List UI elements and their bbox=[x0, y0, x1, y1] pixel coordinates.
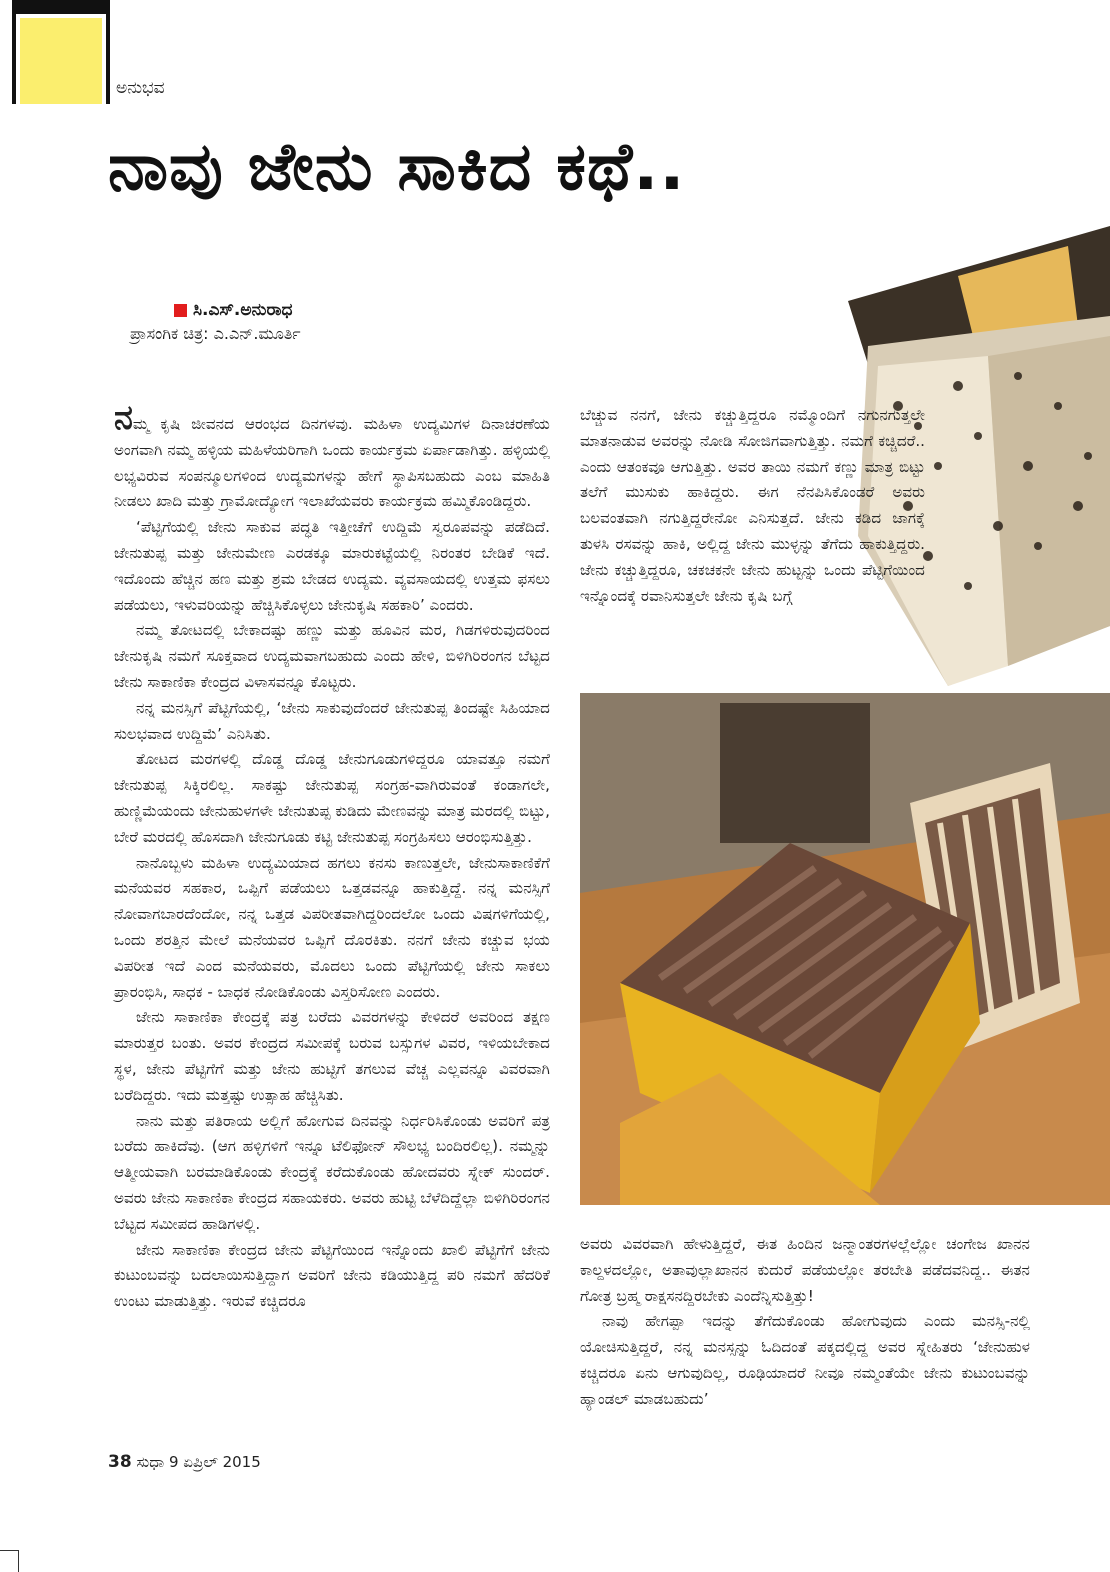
bullet-square-icon bbox=[174, 304, 187, 317]
article-column-right-bottom bbox=[580, 1232, 1030, 1413]
paragraph: ನಮ್ಮ ಕೃಷಿ ಜೀವನದ ಆರಂಭದ ದಿನಗಳವು. ಮಹಿಳಾ ಉದ್ಯಮಿಗಳ ದಿನಾಚರಣೆಯ ಅಂಗವಾಗಿ ನಮ್ಮ ಹಳ್ಳಿಯ ಮಹಿಳೆಯರಿಗಾಗಿ ಒಂದು ಕಾರ್ಯಕ್ರಮ ಏರ್ಪಾಡಾಗಿತ್ತು. ಹಳ್ಳಿಯಲ್ಲಿ ಲಭ್ಯವಿರುವ ಸಂಪನ್ಮೂಲಗಳಿಂದ ಉದ್ಯಮಗಳನ್ನು ಹೇಗೆ ಸ್ಥಾಪಿಸಬಹುದು ಎಂಬ ಮಾಹಿತಿ ನೀಡಲು ಖಾದಿ ಮತ್ತು ಗ್ರಾಮೋದ್ಯೋಗ ಇಲಾಖೆಯವರು ಕಾರ್ಯಕ್ರಮ ಹಮ್ಮಿಕೊಂಡಿದ್ದರು. bbox=[114, 398, 550, 511]
issue-date: 9 ಏಪ್ರಿಲ್ 2015 bbox=[168, 1453, 261, 1471]
corner-mark bbox=[0, 1550, 19, 1572]
paragraph: ಅವರು ವಿವರವಾಗಿ ಹೇಳುತ್ತಿದ್ದರೆ, ಈತ ಹಿಂದಿನ ಜನ್ಮಾಂತರಗಳಲ್ಲೆಲ್ಲೋ ಚಂಗೇಜ ಖಾನನ ಕಾಲ್ದಳದಲ್ಲೋ, ಅತಾವುಲ್ಲಾಖಾನನ ಕುದುರೆ ಪಡೆಯಲ್ಲೋ ತರಬೇತಿ ಪಡೆದವನಿದ್ದ.. ಈತನ ಗೋತ್ರ ಬ್ರಹ್ಮ ರಾಕ್ಷಸನದ್ದಿರಬೇಕು ಎಂದೆನ್ನಿಸುತ್ತಿತ್ತು! bbox=[580, 1235, 1030, 1305]
author-name: ಸಿ.ಎಸ್.ಅನುರಾಧ bbox=[193, 300, 293, 320]
author-line bbox=[174, 300, 301, 320]
photo-credit: ಪ್ರಾಸಂಗಿಕ ಚಿತ್ರ: ಎ.ಎನ್.ಮೂರ್ತಿ bbox=[130, 324, 301, 343]
wooden-hive-boxes-photo bbox=[580, 693, 1110, 1205]
paragraph: ತೋಟದ ಮರಗಳಲ್ಲಿ ದೊಡ್ಡ ದೊಡ್ಡ ಜೇನುಗೂಡುಗಳಿದ್ದರೂ ಯಾವತ್ತೂ ನಮಗೆ ಜೇನುತುಪ್ಪ ಸಿಕ್ಕಿರಲಿಲ್ಲ. ಸಾಕಷ್ಟು ಜೇನುತುಪ್ಪ ಸಂಗ್ರಹ-ವಾಗಿರುವಂತೆ ಕಂಡಾಗಲೇ, ಹುಣ್ಣಿಮೆಯಂದು ಜೇನುಹುಳಗಳೇ ಜೇನುತುಪ್ಪ ಕುಡಿದು ಮೇಣವನ್ನು ಮಾತ್ರ ಮರದಲ್ಲಿ ಬಿಟ್ಟು, ಬೇರೆ ಮರದಲ್ಲಿ ಹೊಸದಾಗಿ ಜೇನುಗೂಡು ಕಟ್ಟಿ ಜೇನುತುಪ್ಪ ಸಂಗ್ರಹಿಸಲು ಆರಂಭಿಸುತ್ತಿತ್ತು. bbox=[114, 750, 550, 846]
dropcap: ನ bbox=[114, 398, 133, 438]
paragraph: ನಾನು ಮತ್ತು ಪತಿರಾಯ ಅಲ್ಲಿಗೆ ಹೋಗುವ ದಿನವನ್ನು ನಿರ್ಧರಿಸಿಕೊಂಡು ಅವರಿಗೆ ಪತ್ರ ಬರೆದು ಹಾಕಿದೆವು. (ಆಗ ಹಳ್ಳಿಗಳಿಗೆ ಇನ್ನೂ ಟೆಲಿಫೋನ್ ಸೌಲಭ್ಯ ಬಂದಿರಲಿಲ್ಲ). ನಮ್ಮನ್ನು ಆತ್ಮೀಯವಾಗಿ ಬರಮಾಡಿಕೊಂಡು ಕೇಂದ್ರಕ್ಕೆ ಕರೆದುಕೊಂಡು ಹೋದವರು ಸ್ನೇಕ್ ಸುಂದರ್. ಅವರು ಜೇನು ಸಾಕಾಣಿಕಾ ಕೇಂದ್ರದ ಸಹಾಯಕರು. ಅವರು ಹುಟ್ಟಿ ಬೆಳೆದಿದ್ದೆಲ್ಲಾ ಬಿಳಿಗಿರಿರಂಗನ ಬೆಟ್ಟದ ಸಮೀಪದ ಹಾಡಿಗಳಲ್ಲಿ. bbox=[114, 1111, 550, 1233]
section-label: ಅನುಭವ bbox=[116, 78, 165, 98]
headline: ನಾವು ಜೇನು ಸಾಕಿದ ಕಥೆ.. bbox=[108, 128, 686, 205]
paragraph: ನಾನೊಬ್ಬಳು ಮಹಿಳಾ ಉದ್ಯಮಿಯಾದ ಹಗಲು ಕನಸು ಕಾಣುತ್ತಲೇ, ಜೇನುಸಾಕಾಣಿಕೆಗೆ ಮನೆಯವರ ಸಹಕಾರ, ಒಪ್ಪಿಗೆ ಪಡೆಯಲು ಒತ್ತಡವನ್ನೂ ಹಾಕುತ್ತಿದ್ದೆ. ನನ್ನ ಮನಸ್ಸಿಗೆ ನೋವಾಗಬಾರದೆಂದೋ, ನನ್ನ ಒತ್ತಡ ವಿಪರೀತವಾಗಿದ್ದರಿಂದಲೋ ಒಂದು ವಿಷಗಳಿಗೆಯಲ್ಲಿ, ಒಂದು ಶರತ್ತಿನ ಮೇಲೆ ಮನೆಯವರ ಒಪ್ಪಿಗೆ ದೊರಕಿತು. ನನಗೆ ಜೇನು ಕಚ್ಚುವ ಭಯ ವಿಪರೀತ ಇದೆ ಎಂದ ಮನೆಯವರು, ಮೊದಲು ಒಂದು ಪೆಟ್ಟಿಗೆಯಲ್ಲಿ ಜೇನು ಸಾಕಲು ಪ್ರಾರಂಭಿಸಿ, ಸಾಧಕ - ಬಾಧಕ ನೋಡಿಕೊಂಡು ವಿಸ್ತರಿಸೋಣ ಎಂದರು. bbox=[114, 853, 550, 1001]
paragraph: ಜೇನು ಸಾಕಾಣಿಕಾ ಕೇಂದ್ರಕ್ಕೆ ಪತ್ರ ಬರೆದು ವಿವರಗಳನ್ನು ಕೇಳಿದರೆ ಅವರಿಂದ ತಕ್ಷಣ ಮಾರುತ್ತರ ಬಂತು. ಅವರ ಕೇಂದ್ರದ ಸಮೀಪಕ್ಕೆ ಬರುವ ಬಸ್ಸುಗಳ ವಿವರ, ಇಳಿಯಬೇಕಾದ ಸ್ಥಳ, ಜೇನು ಪೆಟ್ಟಿಗೆಗೆ ಮತ್ತು ಜೇನು ಹುಟ್ಟಿಗೆ ತಗಲುವ ವೆಚ್ಚ ಎಲ್ಲವನ್ನೂ ವಿವರವಾಗಿ ಬರೆದಿದ್ದರು. ಇದು ಮತ್ತಷ್ಟು ಉತ್ಸಾಹ ಹೆಚ್ಚಿಸಿತು. bbox=[114, 1008, 550, 1104]
page-footer bbox=[108, 1452, 261, 1472]
corner-frame bbox=[12, 0, 110, 104]
page-number: 38 bbox=[108, 1452, 132, 1472]
corner-yellow-block bbox=[20, 18, 102, 104]
paragraph: ನಮ್ಮ ತೋಟದಲ್ಲಿ ಬೇಕಾದಷ್ಟು ಹಣ್ಣು ಮತ್ತು ಹೂವಿನ ಮರ, ಗಿಡಗಳಿರುವುದರಿಂದ ಜೇನುಕೃಷಿ ನಮಗೆ ಸೂಕ್ತವಾದ ಉದ್ಯಮವಾಗಬಹುದು ಎಂದು ಹೇಳಿ, ಬಿಳಿಗಿರಿರಂಗನ ಬೆಟ್ಟದ ಜೇನು ಸಾಕಾಣಿಕಾ ಕೇಂದ್ರದ ವಿಳಾಸವನ್ನೂ ಕೊಟ್ಟರು. bbox=[114, 621, 550, 691]
paragraph: ಬೆಚ್ಚುವ ನನಗೆ, ಜೇನು ಕಚ್ಚುತ್ತಿದ್ದರೂ ನಮ್ಮೊಂದಿಗೆ ನಗುನಗುತ್ತಲೇ ಮಾತನಾಡುವ ಅವರನ್ನು ನೋಡಿ ಸೋಜಿಗವಾಗುತ್ತಿತ್ತು. ನಮಗೆ ಕಚ್ಚಿದರೆ.. ಎಂದು ಆತಂಕವೂ ಆಗುತ್ತಿತ್ತು. ಅವರ ತಾಯಿ ನಮಗೆ ಕಣ್ಣು ಮಾತ್ರ ಬಿಟ್ಟು ತಲೆಗೆ ಮುಸುಕು ಹಾಕಿದ್ದರು. ಈಗ ನೆನಪಿಸಿಕೊಂಡರೆ ಅವರು ಬಲವಂತವಾಗಿ ನಗುತ್ತಿದ್ದರೇನೋ ಎನಿಸುತ್ತದೆ. ಜೇನು ಕಡಿದ ಜಾಗಕ್ಕೆ ತುಳಸಿ ರಸವನ್ನು ಹಾಕಿ, ಅಲ್ಲಿದ್ದ ಜೇನು ಮುಳ್ಳನ್ನು ತೆಗೆದು ಹಾಕುತ್ತಿದ್ದರು. ಜೇನು ಕಚ್ಚುತ್ತಿದ್ದರೂ, ಚಕಚಕನೇ ಜೇನು ಹುಟ್ಟನ್ನು ಒಂದು ಪೆಟ್ಟಿಗೆಯಿಂದ ಇನ್ನೊಂದಕ್ಕೆ ರವಾನಿಸುತ್ತಲೇ ಜೇನು ಕೃಷಿ ಬಗ್ಗೆ bbox=[580, 406, 925, 605]
byline bbox=[130, 300, 301, 344]
paragraph: ‘ಪೆಟ್ಟಿಗೆಯಲ್ಲಿ ಜೇನು ಸಾಕುವ ಪದ್ಧತಿ ಇತ್ತೀಚೆಗೆ ಉದ್ದಿಮೆ ಸ್ವರೂಪವನ್ನು ಪಡೆದಿದೆ. ಜೇನುತುಪ್ಪ ಮತ್ತು ಜೇನುಮೇಣ ಎರಡಕ್ಕೂ ಮಾರುಕಟ್ಟೆಯಲ್ಲಿ ನಿರಂತರ ಬೇಡಿಕೆ ಇದೆ. ಇದೊಂದು ಹೆಚ್ಚಿನ ಹಣ ಮತ್ತು ಶ್ರಮ ಬೇಡದ ಉದ್ಯಮ. ವ್ಯವಸಾಯದಲ್ಲಿ ಉತ್ತಮ ಫಸಲು ಪಡೆಯಲು, ಇಳುವರಿಯನ್ನು ಹೆಚ್ಚಿಸಿಕೊಳ್ಳಲು ಜೇನುಕೃಷಿ ಸಹಕಾರಿ’ ಎಂದರು. bbox=[114, 518, 550, 614]
corner-frame-bar bbox=[12, 0, 110, 14]
magazine-name: ಸುಧಾ bbox=[136, 1453, 165, 1471]
article-column-right-top bbox=[580, 403, 925, 609]
paragraph: ನಾವು ಹೇಗಪ್ಪಾ ಇದನ್ನು ತೆಗೆದುಕೊಂಡು ಹೋಗುವುದು ಎಂದು ಮನಸ್ಸಿ-ನಲ್ಲಿ ಯೋಚಿಸುತ್ತಿದ್ದರೆ, ನನ್ನ ಮನಸ್ಸನ್ನು ಓದಿದಂತೆ ಪಕ್ಕದಲ್ಲಿದ್ದ ಅವರ ಸ್ನೇಹಿತರು ‘ಜೇನುಹುಳ ಕಚ್ಚಿದರೂ ಏನು ಆಗುವುದಿಲ್ಲ, ರೂಢಿಯಾದರೆ ನೀವೂ ನಮ್ಮಂತೆಯೇ ಜೇನು ಕುಟುಂಬವನ್ನು ಹ್ಯಾಂಡಲ್ ಮಾಡಬಹುದು’ bbox=[580, 1312, 1030, 1408]
paragraph: ಜೇನು ಸಾಕಾಣಿಕಾ ಕೇಂದ್ರದ ಜೇನು ಪೆಟ್ಟಿಗೆಯಿಂದ ಇನ್ನೊಂದು ಖಾಲಿ ಪೆಟ್ಟಿಗೆಗೆ ಜೇನು ಕುಟುಂಬವನ್ನು ಬದಲಾಯಿಸುತ್ತಿದ್ದಾಗ ಅವರಿಗೆ ಜೇನು ಕಡಿಯುತ್ತಿದ್ದ ಪರಿ ನಮಗೆ ಹೆದರಿಕೆ ಉಂಟು ಮಾಡುತ್ತಿತ್ತು. ಇರುವೆ ಕಚ್ಚಿದರೂ bbox=[114, 1240, 550, 1311]
article-column-left bbox=[114, 398, 550, 1315]
paragraph: ನನ್ನ ಮನಸ್ಸಿಗೆ ಪೆಟ್ಟಿಗೆಯಲ್ಲಿ, ‘ಜೇನು ಸಾಕುವುದೆಂದರೆ ಜೇನುತುಪ್ಪ ತಿಂದಷ್ಟೇ ಸಿಹಿಯಾದ ಸುಲಭವಾದ ಉದ್ದಿಮೆ’ ಎನಿಸಿತು. bbox=[114, 698, 550, 743]
